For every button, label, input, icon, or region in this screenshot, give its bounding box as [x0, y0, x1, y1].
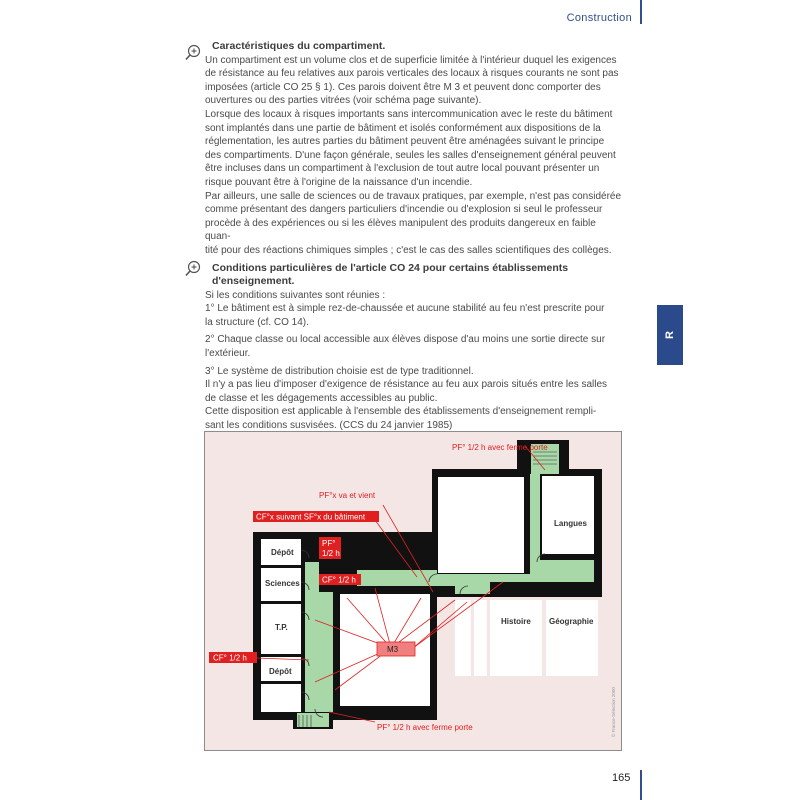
section-tab[interactable] [657, 305, 683, 365]
paragraph-line: procède à des expériences ou si les élèves manipulent des produits dangereux en faible quan- [205, 217, 596, 243]
paragraph-line: tité pour des réactions chimiques simples ; c'est le cas des salles scientifiques des collèges. [205, 244, 612, 256]
list-item-line: 2° Chaque classe ou local accessible aux élèves dispose d'au moins une sortie directe sur [205, 334, 606, 346]
label-pf-va-vient: PF°x va et vient [319, 491, 376, 500]
section-title: Conditions particulières de l'article CO 24 pour certains établissements d'enseignement. [212, 261, 569, 288]
list-item-line: 1° Le bâtiment est à simple rez-de-chaussée et aucune stabilité au feu n'est prescrite pour [205, 303, 605, 315]
label-pf-line2: 1/2 h [322, 549, 340, 558]
paragraph-line: Cette disposition est applicable à l'ensemble des établissements d'enseignement rempli- [205, 406, 597, 418]
room-label-histoire: Histoire [501, 617, 531, 626]
paragraph-line: Lorsque des locaux à risques importants sans intercommunication avec le reste du bâtiment [205, 108, 613, 120]
floor-plan-diagram [204, 431, 622, 751]
paragraph-line: des compartiments. D'une façon générale, seules les salles d'enseignement général peuvent [205, 149, 616, 161]
list-item-line: 3° Le système de distribution choisie est de type traditionnel. [205, 365, 474, 377]
label-cf-suivant: CF°x suivant SF°x du bâtiment [256, 512, 366, 522]
paragraph-line: imposées (article CO 25 § 1). Ces parois doivent être M 3 et peuvent donc comporter des [205, 81, 601, 93]
zoom-in-icon [184, 260, 202, 278]
label-cf-half: CF° 1/2 h [213, 653, 247, 663]
paragraph-line: sont implantés dans une partie de bâtiment et isolés conformément aux dispositions de la [205, 122, 601, 134]
paragraph-line: ouvertures ou des parties vitrées (voir schéma page suivante). [205, 95, 482, 107]
list-item-line: la structure (cf. CO 14). [205, 316, 309, 328]
label-m3: M3 [387, 645, 399, 654]
room-label-langues: Langues [554, 519, 587, 528]
label-pf-ferme-porte: PF° 1/2 h avec ferme porte [377, 723, 473, 732]
paragraph-line: comme présentant des dangers particuliers d'incendie ou d'explosion si seul le professeur [205, 204, 603, 216]
chapter-header: Construction [566, 12, 632, 24]
paragraph-line: réglementation, les autres parties du bâtiment peuvent être aménagées suivant le principe [205, 136, 605, 148]
copyright-watermark: © France-Sélection 2000 [611, 687, 616, 737]
room-label-geographie: Géographie [549, 617, 594, 626]
section-title: Caractéristiques du compartiment. [212, 40, 386, 52]
label-pf-line1: PF° [322, 539, 336, 548]
paragraph-line: Il n'y a pas lieu d'imposer d'exigence de résistance au feu aux parois situés entre les salles [205, 379, 608, 391]
paragraph-line: Par ailleurs, une salle de sciences ou de travaux pratiques, par exemple, n'est pas considérée [205, 190, 622, 202]
paragraph-line: risque pouvant être à l'origine de la naissance d'un incendie. [205, 176, 473, 188]
footer-divider [640, 770, 642, 800]
paragraph-line: Un compartiment est un volume clos et de superficie limitée à l'intérieur duquel les exigences [205, 54, 617, 66]
room-label-tp: T.P. [275, 623, 288, 632]
list-item-line: l'extérieur. [205, 348, 251, 360]
page-number: 165 [612, 772, 631, 784]
paragraph-line: de résistance au feu relatives aux parois verticales des locaux à risques courants ne sont pas [205, 68, 619, 80]
article-body [205, 40, 623, 433]
paragraph-line: de classe et les dégagements accessibles au public. [205, 392, 438, 404]
header-divider [640, 0, 642, 24]
zoom-in-icon [184, 44, 202, 62]
paragraph-line: Si les conditions suivantes sont réunies : [205, 289, 386, 301]
section-tab-letter: R [663, 331, 676, 339]
room-label-sciences: Sciences [265, 579, 300, 588]
room-label-depot: Dépôt [271, 548, 294, 557]
label-cf-half: CF° 1/2 h [322, 575, 356, 585]
paragraph-line: sant les conditions susvisées. (CCS du 24 janvier 1985) [205, 420, 453, 432]
label-pf-ferme-porte: PF° 1/2 h avec ferme porte [452, 443, 548, 452]
paragraph-line: être incluses dans un compartiment à l'exclusion de tout autre local pouvant présenter un [205, 163, 600, 175]
room-label-depot: Dépôt [269, 667, 292, 676]
